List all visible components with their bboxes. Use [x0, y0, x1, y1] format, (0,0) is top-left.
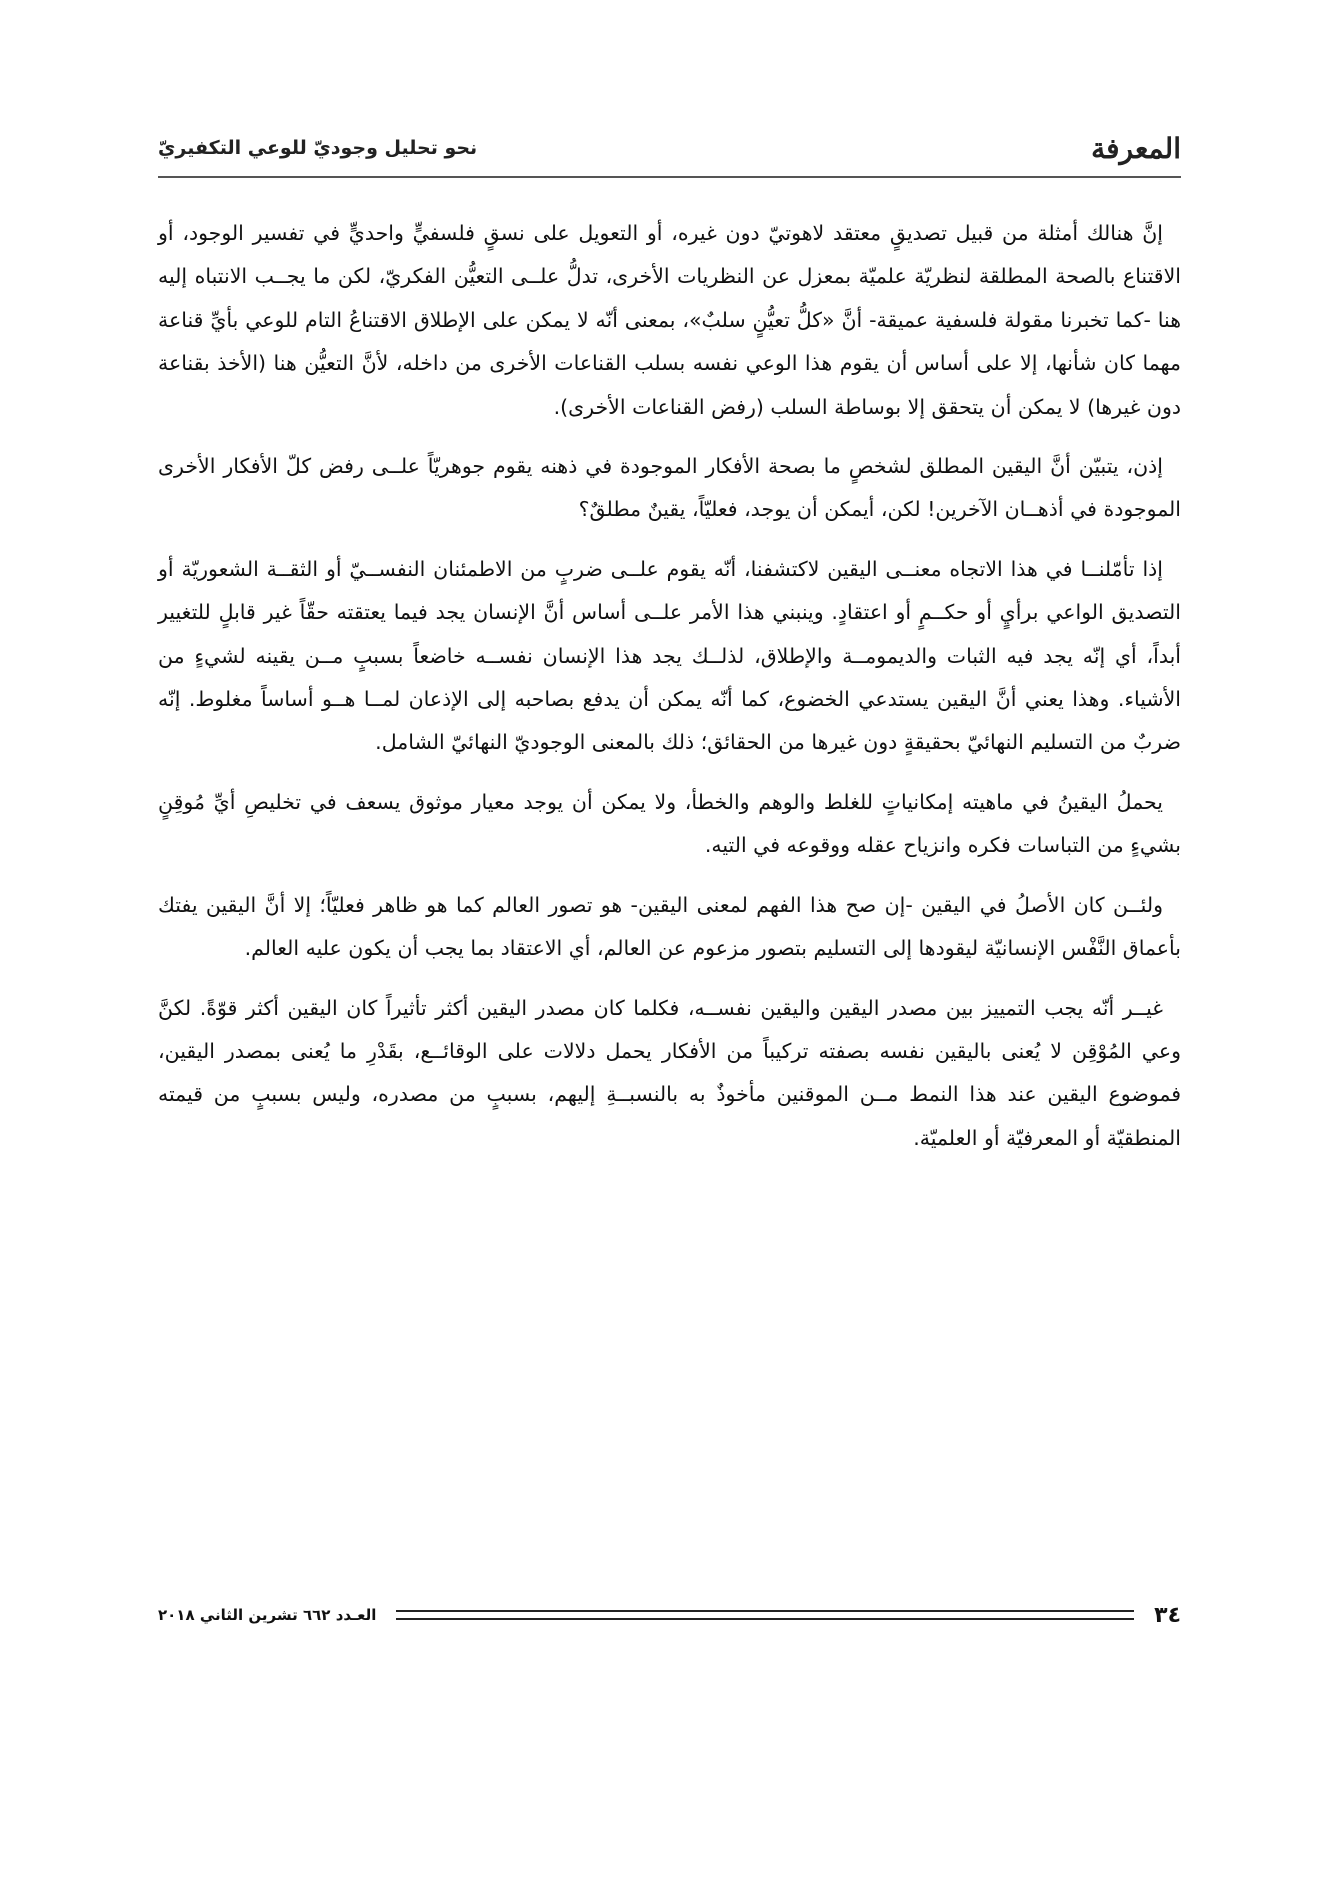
page-header	[158, 128, 1181, 168]
article-body	[158, 212, 1181, 1176]
paragraph: إذا تأمّلنــا في هذا الاتجاه معنــى اليقين لاكتشفنا، أنّه يقوم علــى ضربٍ من الاطمئنان النفســيّ أو الثقــة الشعوريّة أو التصديق الواعي برأيٍ أو حكــمٍ أو اعتقادٍ. وينبني هذا الأمر علــى أساس أنَّ الإنسان يجد فيما يعتقته حقّاً غير قابلٍ للتغيير أبداً، أي إنّه يجد فيه الثبات والديمومــة والإطلاق، لذلــك يجد هذا الإنسان نفســه خاضعاً بسببٍ مــن يقينه لشيءٍ من الأشياء. وهذا يعني أنَّ اليقين يستدعي الخضوع، كما أنّه يمكن أن يدفع بصاحبه إلى الإذعان لمــا هــو أساساً مغلوط. إنّه ضربٌ من التسليم النهائيّ بحقيقةٍ دون غيرها من الحقائق؛ ذلك بالمعنى الوجوديّ النهائيّ الشامل.	[158, 556, 1181, 755]
paragraph: غيــر أنّه يجب التمييز بين مصدر اليقين واليقين نفســه، فكلما كان مصدر اليقين أكثر تأثيراً كان اليقين أكثر قوّةً. لكنَّ وعي المُوْقِن لا يُعنى باليقين نفسه بصفته تركيباً من الأفكار يحمل دلالات على الوقائــع، بقَدْرِ ما يُعنى بمصدر اليقين، فموضوع اليقين عند هذا النمط مــن الموقنين مأخوذٌ به بالنسبــةِ إليهم، بسببٍ من مصدره، وليس بسببٍ من قيمته المنطقيّة أو المعرفيّة أو العلميّة.	[158, 995, 1181, 1150]
paragraph: ولئــن كان الأصلُ في اليقين -إن صح هذا الفهم لمعنى اليقين- هو تصور العالم كما هو ظاهر فعليّاً؛ إلا أنَّ اليقين يفتك بأعماق النَّفْس الإنسانيّة ليقودها إلى التسليم بتصور مزعوم عن العالم، أي الاعتقاد بما يجب أن يكون عليه العالم.	[158, 892, 1181, 961]
issue-label: العـدد ٦٦٢ تشرين الثاني ٢٠١٨	[158, 1606, 377, 1624]
page-number: ٣٤	[1154, 1602, 1181, 1628]
paragraph: إذن، يتبيّن أنَّ اليقين المطلق لشخصٍ ما بصحة الأفكار الموجودة في ذهنه يقوم جوهريّاً علــى رفض كلّ الأفكار الأخرى الموجودة في أذهــان الآخرين! لكن، أيمكن أن يوجد، فعليّاً، يقينٌ مطلقٌ؟	[158, 454, 1181, 522]
journal-logo: المعرفة	[1091, 131, 1181, 165]
paragraph: إنَّ هنالك أمثلة من قبيل تصديقٍ معتقد لاهوتيّ دون غيره، أو التعويل على نسقٍ فلسفيٍّ واحديٍّ في تفسير الوجود، أو الاقتناع بالصحة المطلقة لنظريّة علميّة بمعزل عن النظريات الأخرى، تدلُّ علــى التعيُّن الفكريّ، لكن ما يجــب الانتباه إليه هنا -كما تخبرنا مقولة فلسفية عميقة- أنَّ «كلُّ تعيُّنٍ سلبٌ»، بمعنى أنّه لا يمكن على الإطلاق الاقتناعُ التام للوعي بأيِّ قناعة مهما كان شأنها، إلا على أساس أن يقوم هذا الوعي نفسه بسلب القناعات الأخرى من داخله، لأنَّ التعيُّن هنا (الأخذ بقناعة دون غيرها) لا يمكن أن يتحقق إلا بوساطة السلب (رفض القناعات الأخرى).	[158, 221, 1181, 419]
page-footer	[158, 1600, 1181, 1630]
running-title: نحو تحليل وجوديّ للوعي التكفيريّ	[158, 137, 478, 159]
footer-divider	[396, 1610, 1134, 1620]
header-divider	[158, 176, 1181, 178]
paragraph: يحملُ اليقينُ في ماهيته إمكانياتٍ للغلط والوهم والخطأ، ولا يمكن أن يوجد معيار موثوق يسعف في تخليصِ أيِّ مُوقِنٍ بشيءٍ من التباسات فكره وانزياح عقله ووقوعه في التيه.	[158, 789, 1181, 858]
